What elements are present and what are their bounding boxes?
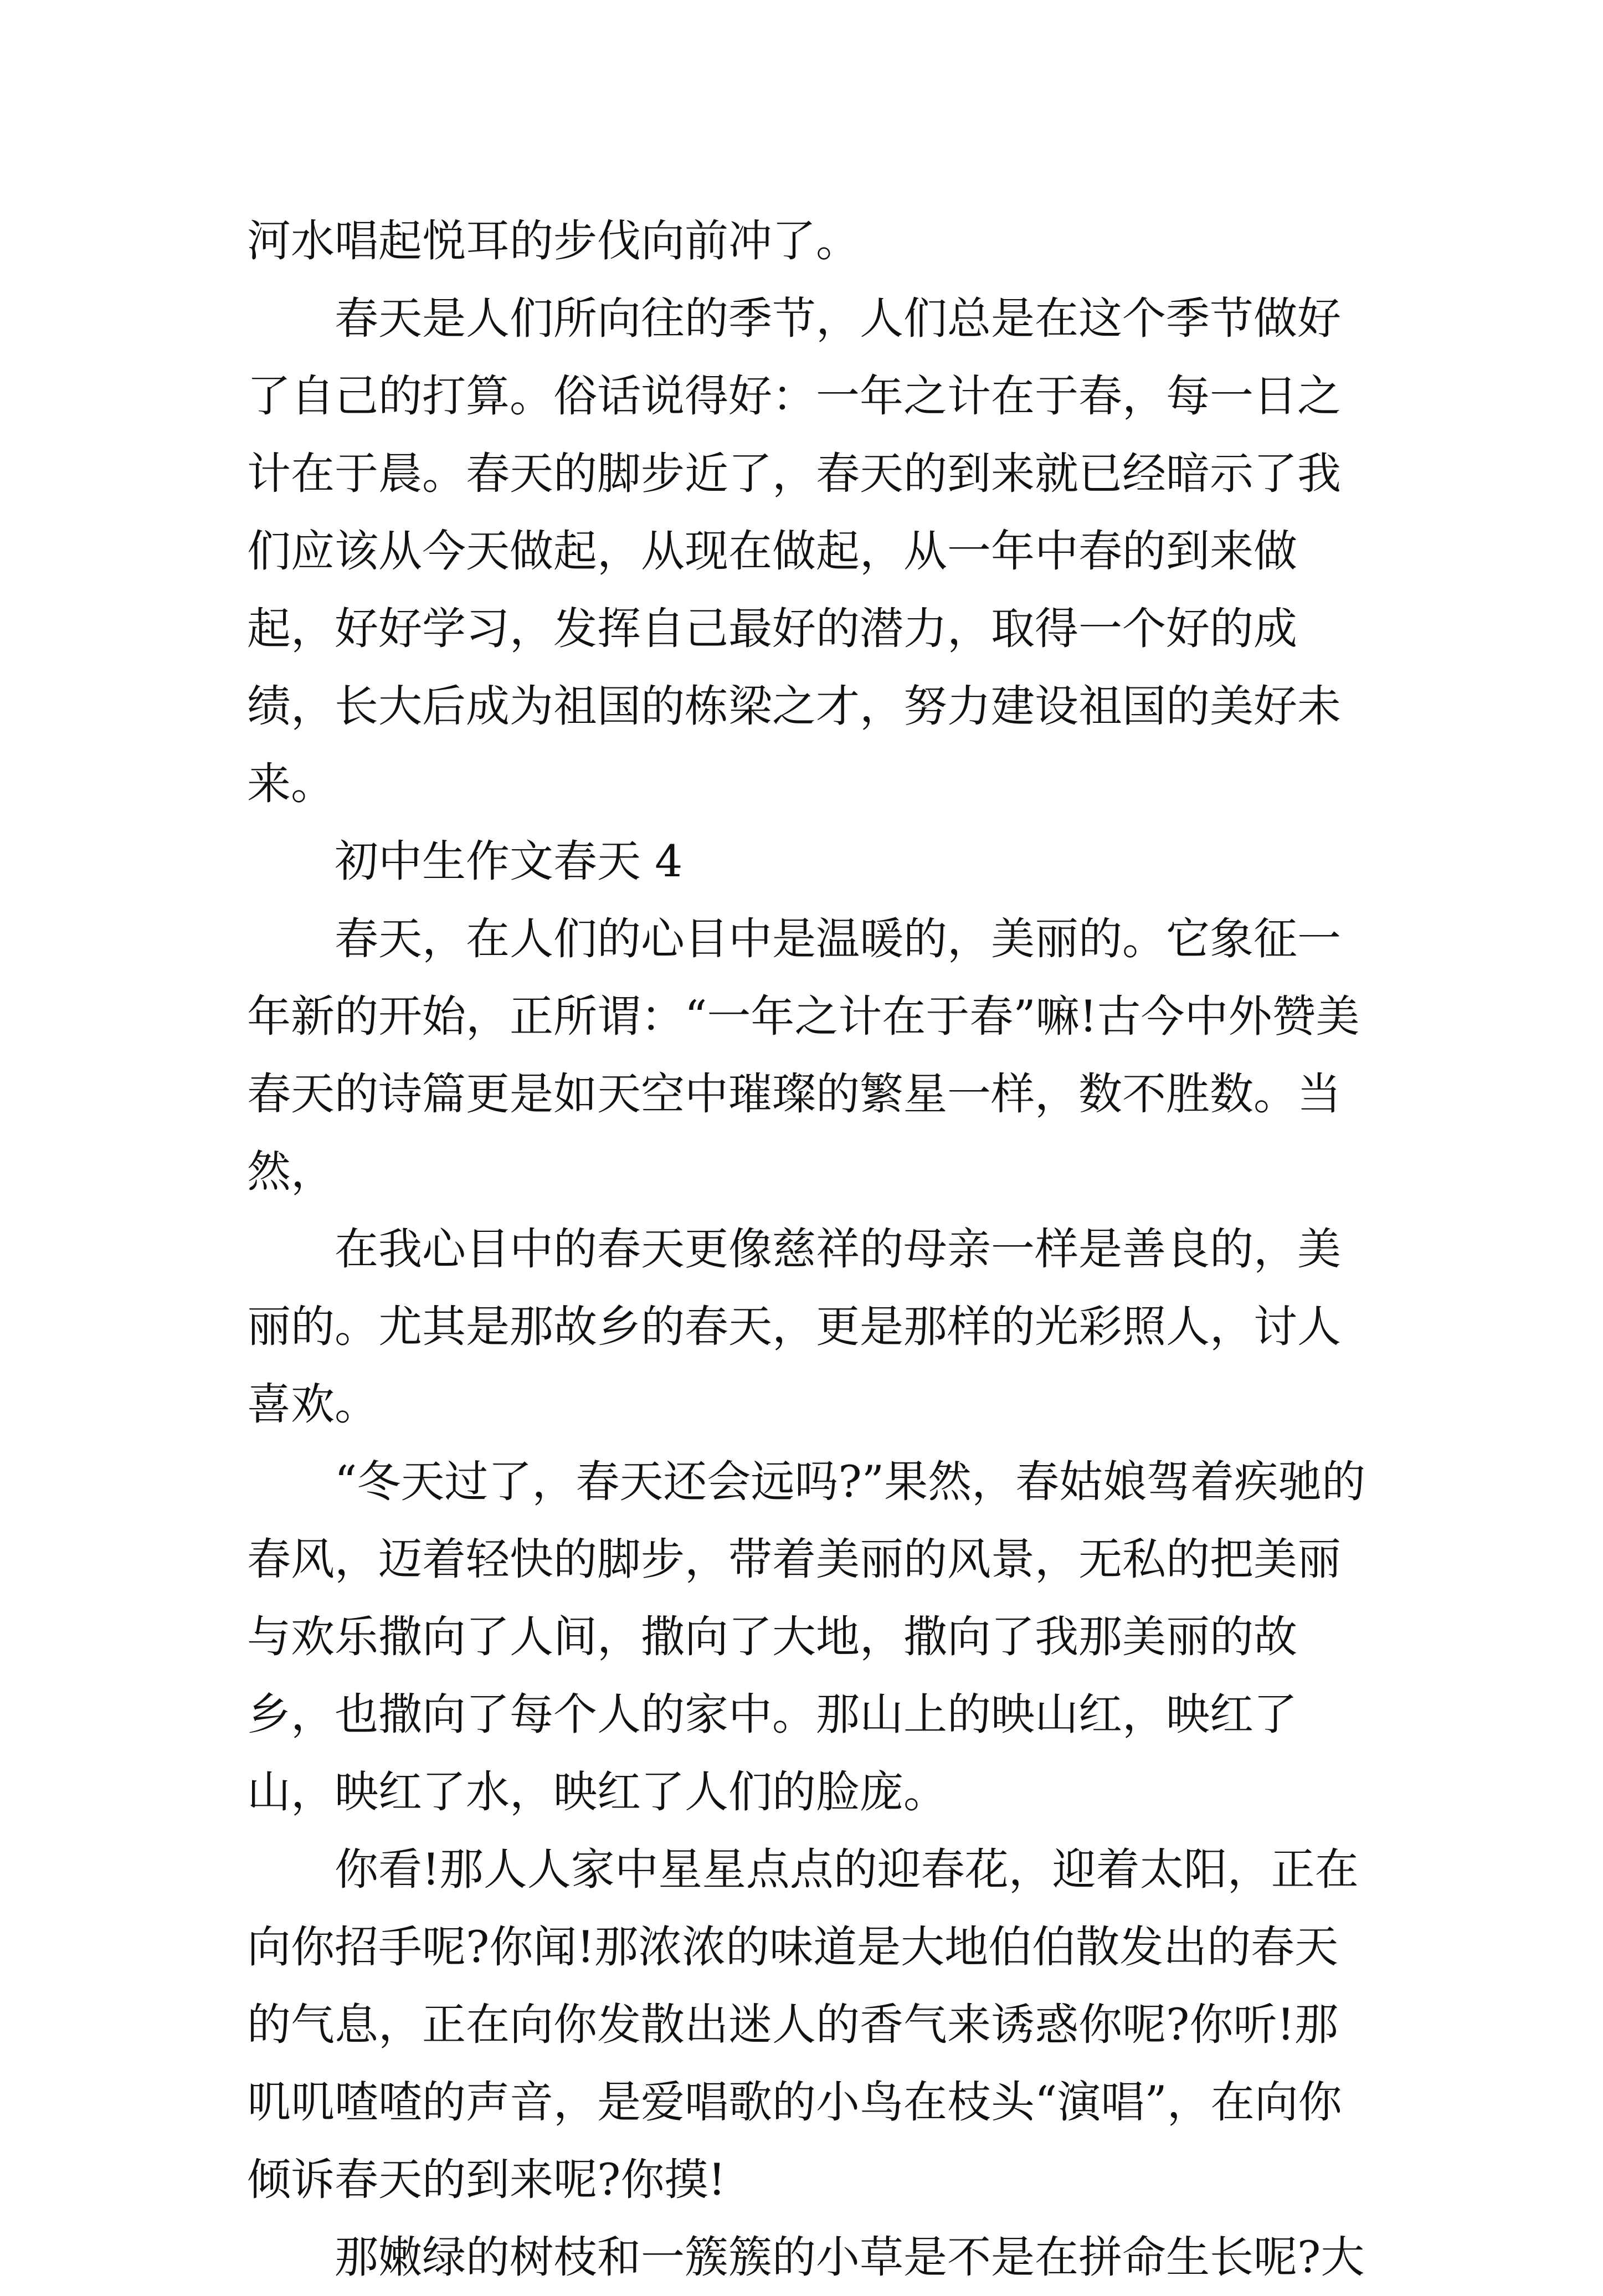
paragraph-4: 在我心目中的春天更像慈祥的母亲一样是善良的，美丽的。尤其是那故乡的春天，更是那样的光彩照人，讨人喜欢。 bbox=[247, 1224, 1341, 1430]
paragraph-1: 河水唱起悦耳的步伐向前冲了。 bbox=[247, 215, 860, 266]
document-body bbox=[247, 202, 1371, 2296]
paragraph-7: 那嫩绿的树枝和一簇簇的小草是不是在拼命生长呢?大 bbox=[335, 2232, 1365, 2283]
paragraph-3: 春天，在人们的心目中是温暖的，美丽的。它象征一年新的开始，正所谓：“一年之计在于春”嘛!古今中外赞美春天的诗篇更是如天空中璀璨的繁星一样，数不胜数。当然， bbox=[247, 913, 1360, 1197]
paragraph-5: “冬天过了，春天还会远吗?”果然，春姑娘驾着疾驰的春风，迈着轻快的脚步，带着美丽的风景，无私的把美丽与欢乐撒向了人间，撒向了大地，撒向了我那美丽的故乡，也撒向了每个人的家中。那山上的映山红，映红了山，映红了水，映红了人们的脸庞。 bbox=[247, 1456, 1366, 1817]
paragraph-6: 你看!那人人家中星星点点的迎春花，迎着太阳，正在向你招手呢?你闻!那浓浓的味道是大地伯伯散发出的春天的气息，正在向你发散出迷人的香气来诱惑你呢?你听!那叽叽喳喳的声音，是爱唱歌的小鸟在枝头“演唱”，在向你倾诉春天的到来呢?你摸! bbox=[247, 1844, 1359, 2205]
section-heading: 初中生作文春天 4 bbox=[335, 836, 683, 887]
paragraph-2: 春天是人们所向往的季节，人们总是在这个季节做好了自己的打算。俗话说得好：一年之计在于春，每一日之计在于晨。春天的脚步近了，春天的到来就已经暗示了我们应该从今天做起，从现在做起，从一年中春的到来做起，好好学习，发挥自己最好的潜力，取得一个好的成绩，长大后成为祖国的栋梁之才，努力建设祖国的美好未来。 bbox=[247, 293, 1341, 809]
